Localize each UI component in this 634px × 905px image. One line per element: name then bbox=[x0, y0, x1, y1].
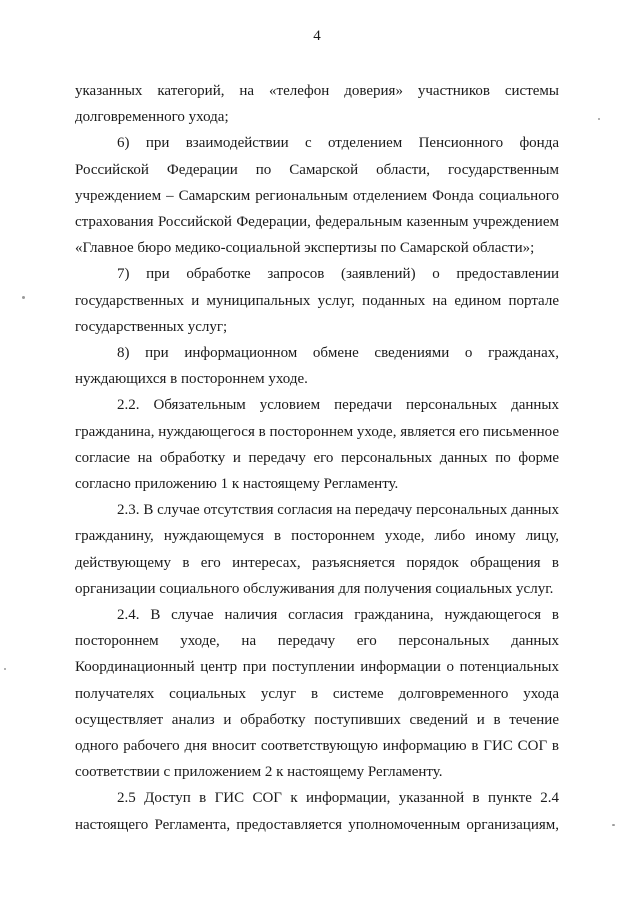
scan-speck bbox=[4, 668, 6, 670]
paragraph-item-7: 7) при обработке запросов (заявлений) о предоставлении государственных и муниципальных услуг, поданных на едином портале государственных услуг; bbox=[75, 266, 559, 335]
scan-speck bbox=[22, 296, 25, 299]
paragraph-2-2: 2.2. Обязательным условием передачи персональных данных гражданина, нуждающегося в постороннем уходе, является его письменное согласие на обработку и передачу его персональных данных по форме согласно приложению 1 к настоящему Регламенту. bbox=[75, 397, 559, 493]
paragraph-item-8: 8) при информационном обмене сведениями о гражданах, нуждающихся в постороннем уходе. bbox=[75, 345, 559, 388]
paragraph-2-4: 2.4. В случае наличия согласия гражданина, нуждающегося в постороннем уходе, на передачу его персональных данных Координационный центр при поступлении информации о потенциальных получателях социальных услуг в системе долговременного ухода осуществляет анализ и обработку поступивших сведений и в течение одного рабочего дня вносит соответствующую информацию в ГИС СОГ в соответствии с приложением 2 к настоящему Регламенту. bbox=[75, 607, 559, 781]
paragraph-2-3: 2.3. В случае отсутствия согласия на передачу персональных данных гражданину, нуждающемуся в постороннем уходе, либо иному лицу, действующему в его интересах, разъясняется порядок обращения в организации социального обслуживания для получения социальных услуг. bbox=[75, 502, 559, 597]
paragraph-item-6: 6) при взаимодействии с отделением Пенсионного фонда Российской Федерации по Самарской области, государственным учреждением – Самарским региональным отделением Фонда социального страхования Российской Федерации, федеральным казенным учреждением «Главное бюро медико-социальной экспертизы по Самарской области»; bbox=[75, 135, 559, 257]
scan-speck bbox=[612, 824, 615, 826]
scan-speck bbox=[598, 118, 600, 120]
page-number: 4 bbox=[313, 28, 321, 44]
paragraph-categories-continuation: указанных категорий, на «телефон доверия» участников системы долговременного ухода; bbox=[75, 83, 559, 126]
document-body bbox=[75, 78, 559, 838]
paragraph-2-5: 2.5 Доступ в ГИС СОГ к информации, указанной в пункте 2.4 настоящего Регламента, предоставляется уполномоченным организациям, bbox=[75, 790, 559, 833]
